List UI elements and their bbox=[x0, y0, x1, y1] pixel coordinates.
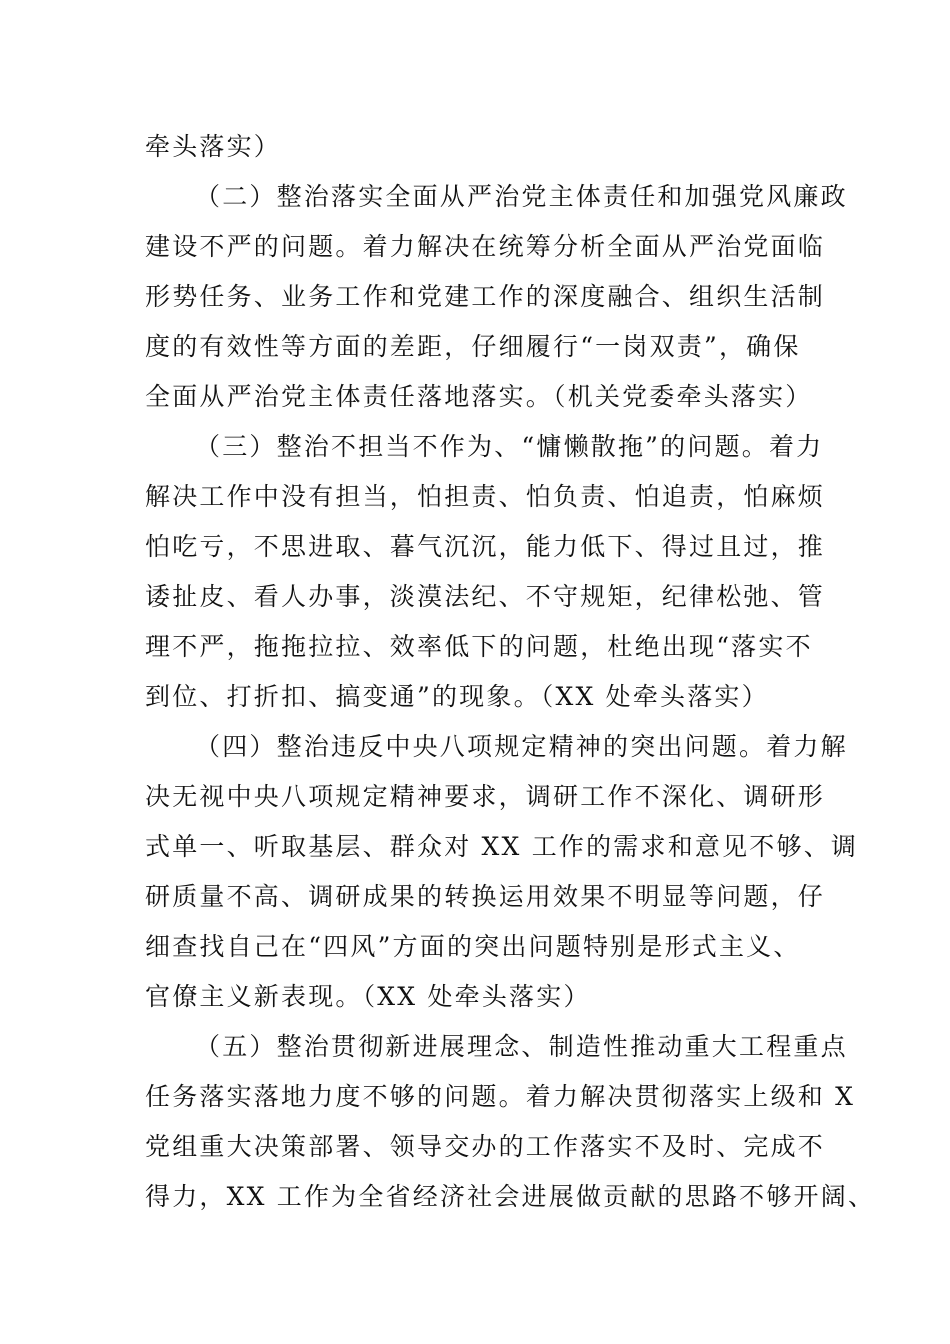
text-line: 研质量不高、调研成果的转换运用效果不明显等问题，仔 bbox=[145, 882, 826, 911]
text-line: 任务落实落地力度不够的问题。着力解决贯彻落实上级和 X bbox=[145, 1082, 856, 1111]
text-line: 细查找自己在“四风”方面的突出问题特别是形式主义、 bbox=[145, 932, 801, 961]
text-line: 理不严，拖拖拉拉、效率低下的问题，杜绝出现“落实不 bbox=[145, 632, 813, 661]
text-line: 牵头落实） bbox=[145, 132, 282, 161]
paragraph-2-heading-line: （二）整治落实全面从严治党主体责任和加强党风廉政 bbox=[195, 182, 848, 211]
text-line: 决无视中央八项规定精神要求，调研工作不深化、调研形 bbox=[145, 782, 826, 811]
paragraph-4-heading-line: （四）整治违反中央八项规定精神的突出问题。着力解 bbox=[195, 732, 848, 761]
text-line: 度的有效性等方面的差距，仔细履行“一岗双责”，确保 bbox=[145, 332, 801, 361]
paragraph-3-heading-line: （三）整治不担当不作为、“慵懒散拖”的问题。着力 bbox=[195, 432, 824, 461]
text-line: 党组重大决策部署、领导交办的工作落实不及时、完成不 bbox=[145, 1132, 826, 1161]
text-line: 诿扯皮、看人办事，淡漠法纪、不守规矩，纪律松弛、管 bbox=[145, 582, 826, 611]
text-line: 到位、打折扣、搞变通”的现象。（XX 处牵头落实） bbox=[145, 682, 769, 711]
paragraph-5-heading-line: （五）整治贯彻新进展理念、制造性推动重大工程重点 bbox=[195, 1032, 848, 1061]
text-line: 怕吃亏，不思进取、暮气沉沉，能力低下、得过且过，推 bbox=[145, 532, 826, 561]
text-line: 官僚主义新表现。（XX 处牵头落实） bbox=[145, 982, 591, 1011]
text-line: 全面从严治党主体责任落地落实。（机关党委牵头落实） bbox=[145, 382, 813, 411]
text-line: 建设不严的问题。着力解决在统筹分析全面从严治党面临 bbox=[145, 232, 826, 261]
text-line: 式单一、听取基层、群众对 XX 工作的需求和意见不够、调 bbox=[145, 832, 859, 861]
text-line: 形势任务、业务工作和党建工作的深度融合、组织生活制 bbox=[145, 282, 826, 311]
text-line: 得力，XX 工作为全省经济社会进展做贡献的思路不够开阔、 bbox=[145, 1182, 876, 1211]
text-line: 解决工作中没有担当，怕担责、怕负责、怕追责，怕麻烦 bbox=[145, 482, 826, 511]
